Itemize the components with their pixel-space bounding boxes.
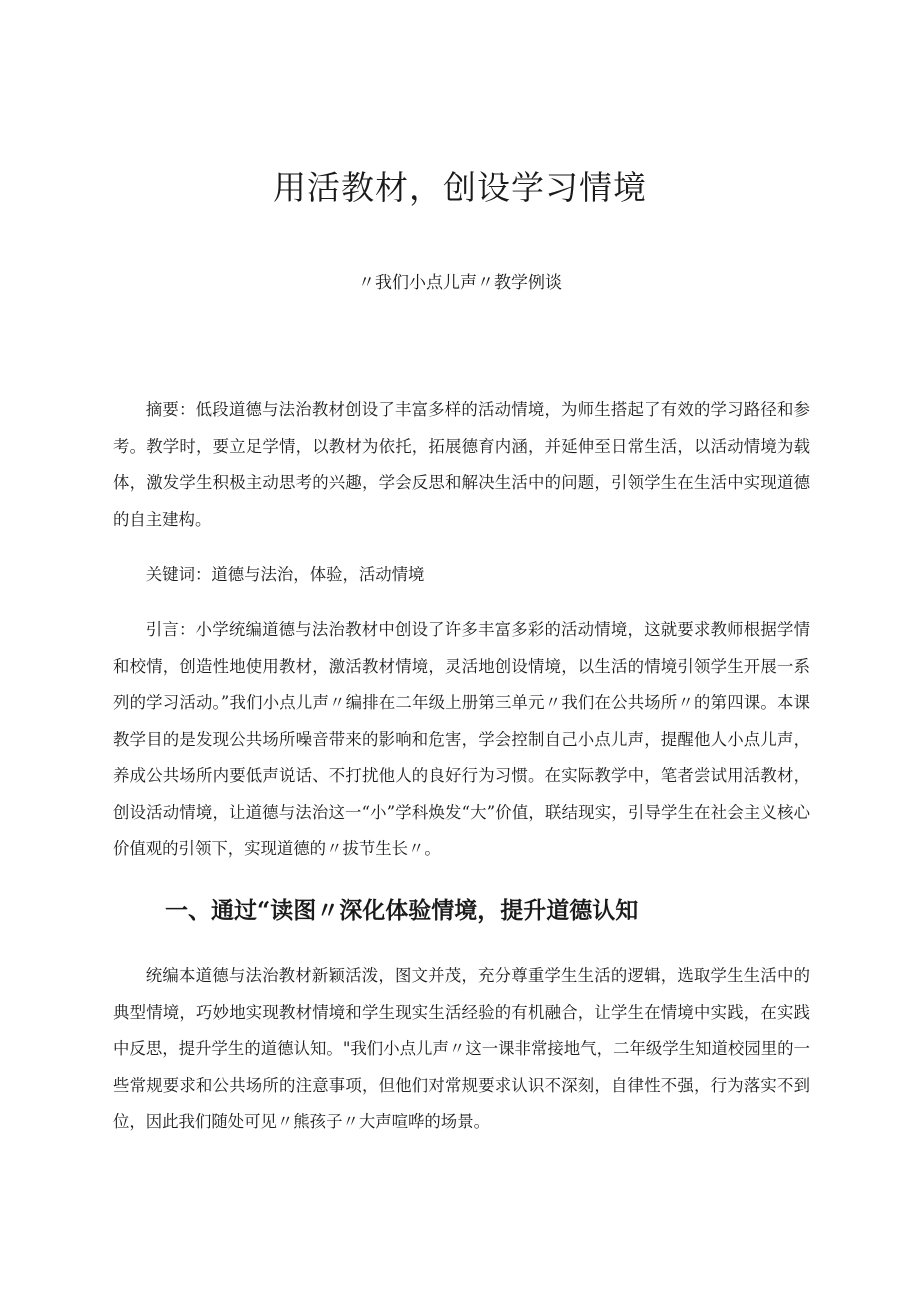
intro-paragraph: 引言：小学统编道德与法治教材中创设了许多丰富多彩的活动情境，这就要求教师根据学情和校情，创造性地使用教材，激活教材情境，灵活地创设情境，以生活的情境引领学生开展一系列的学习活动。”我们小点儿声〃编排在二年级上册第三单元〃我们在公共场所〃的第四课。本课教学目的是发现公共场所噪音带来的影响和危害，学会控制自己小点儿声，提醒他人小点儿声，养成公共场所内要低声说话、不打扰他人的良好行为习惯。在实际教学中，笔者尝试用活教材，创设活动情境，让道德与法治这一“小”学科焕发“大”价值，联结现实，引导学生在社会主义核心价值观的引领下，实现道德的〃拔节生长〃。 bbox=[113, 620, 810, 858]
abstract-paragraph: 摘要：低段道德与法治教材创设了丰富多样的活动情境，为师生搭起了有效的学习路径和参考。教学时，要立足学情，以教材为依托，拓展德育内涵，并延伸至日常生活，以活动情境为载体，激发学生积极主动思考的兴趣，学会反思和解决生活中的问题，引领学生在生活中实现道德的自主建构。 bbox=[113, 400, 810, 529]
keywords-paragraph: 关键词：道德与法治，体验，活动情境 bbox=[145, 565, 425, 584]
section-1-heading: 一、通过“读图〃深化体验情境，提升道德认知 bbox=[165, 897, 639, 924]
section-1-body-paragraph: 统编本道德与法治教材新颖活泼，图文并茂，充分尊重学生生活的逻辑，选取学生生活中的典型情境，巧妙地实现教材情境和学生现实生活经验的有机融合，让学生在情境中实践，在实践中反思，提升学生的道德认知。"我们小点儿声〃这一课非常接地气，二年级学生知道校园里的一些常规要求和公共场所的注意事项，但他们对常规要求认识不深刻，自律性不强，行为落实不到位，因此我们随处可见〃熊孩子〃大声喧哗的场景。 bbox=[113, 966, 810, 1131]
document-title: 用活教材，创设学习情境 bbox=[273, 168, 647, 207]
document-subtitle: 〃我们小点儿声〃教学例谈 bbox=[358, 273, 562, 293]
